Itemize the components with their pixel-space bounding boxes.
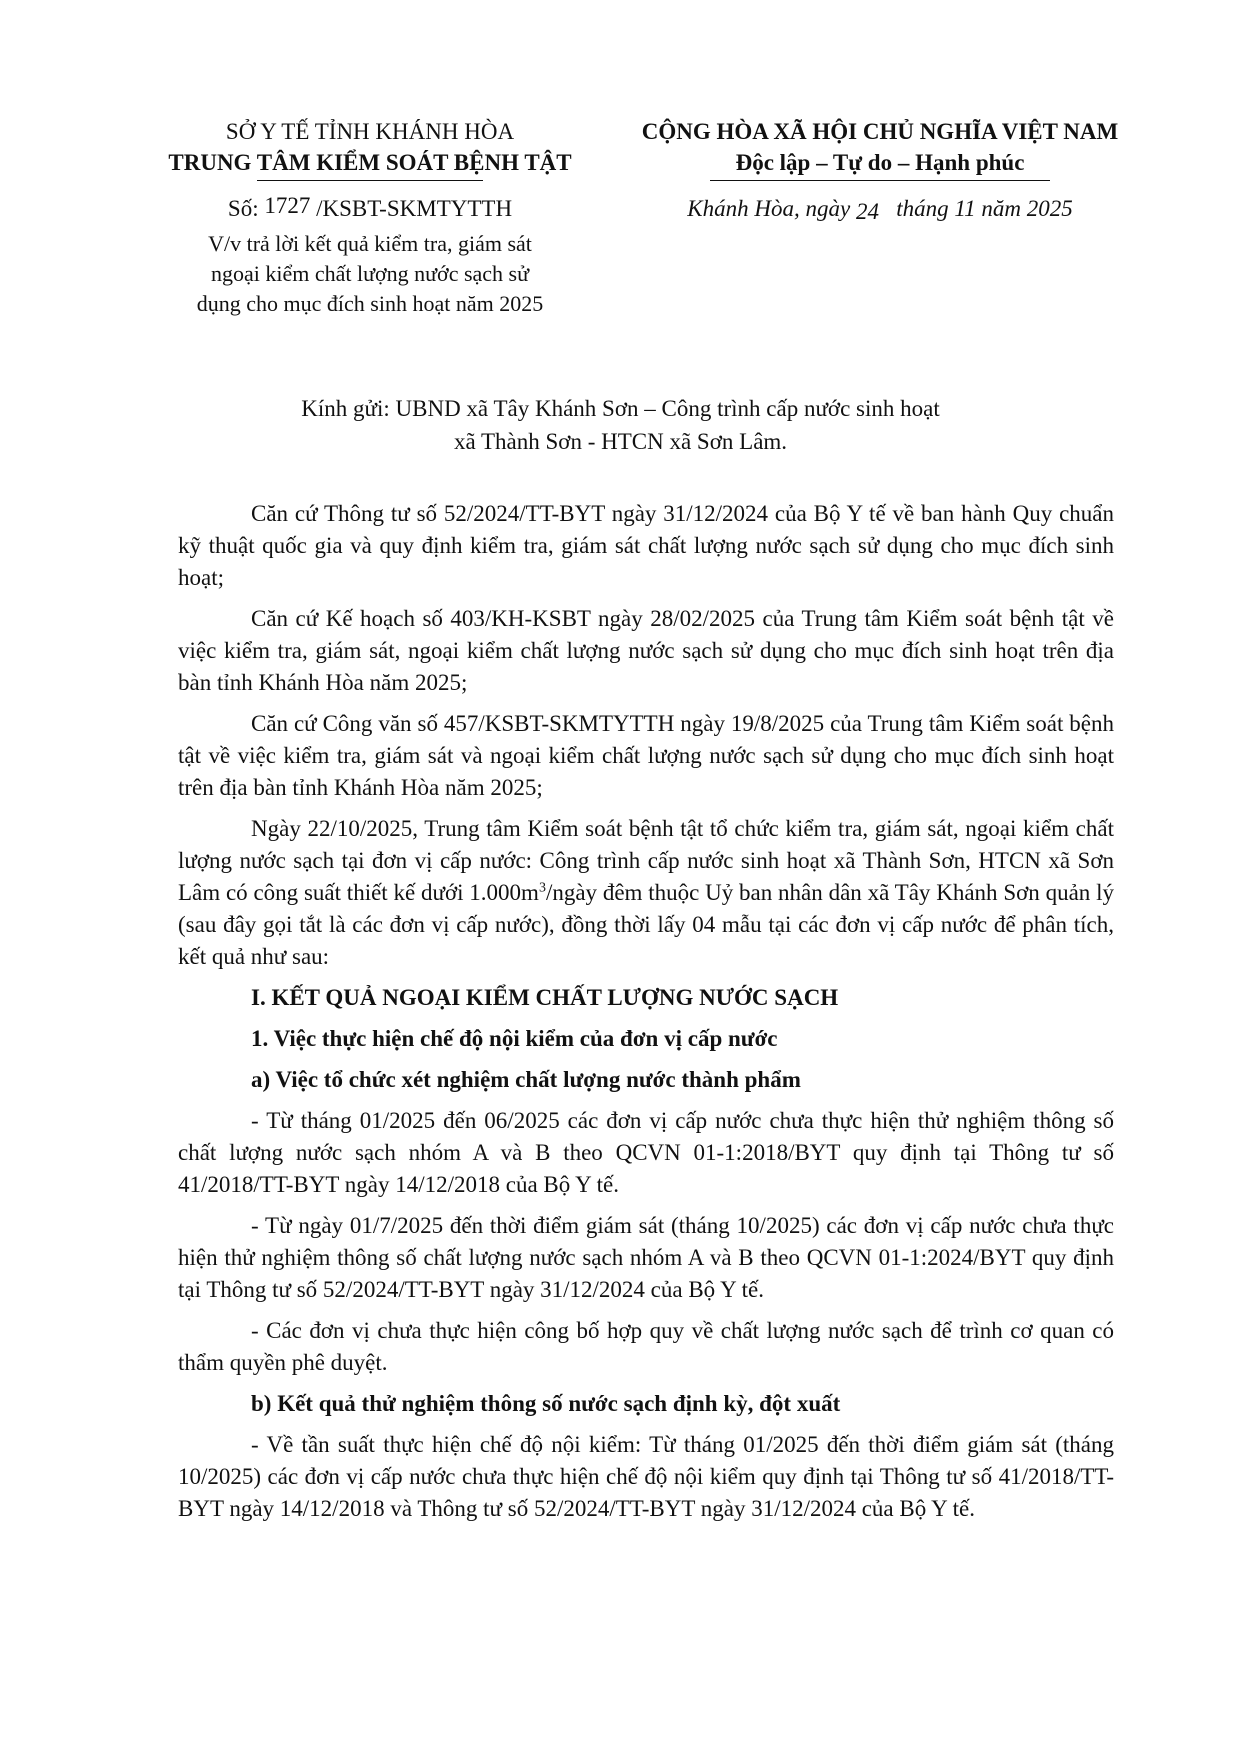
issue-date — [610, 193, 1150, 225]
subject-line: dụng cho mục đích sinh hoạt năm 2025 — [196, 291, 544, 316]
body-paragraph: - Về tần suất thực hiện chế độ nội kiểm: Từ tháng 01/2025 đến thời điểm giám sát (tháng 10/2025) các đơn vị cấp nước chưa thực hiện chế độ nội kiểm quy định tại Thông tư số 41/2018/TT-BYT ngày 14/12/2018 và Thông tư số 52/2024/TT-BYT ngày 31/12/2024 của Bộ Y tế. — [178, 1432, 1114, 1521]
recipient-block — [0, 392, 1241, 458]
subject-line: ngoại kiểm chất lượng nước sạch sử — [210, 261, 530, 286]
document-number-prefix: Số: — [227, 196, 259, 221]
issuing-agency-block — [150, 116, 590, 319]
issuing-agency: TRUNG TÂM KIỂM SOÁT BỆNH TẬT — [168, 150, 572, 175]
recipient-line: Kính gửi: UBND xã Tây Khánh Sơn – Công trình cấp nước sinh hoạt — [301, 396, 940, 421]
body-paragraph: - Các đơn vị chưa thực hiện công bố hợp quy về chất lượng nước sạch để trình cơ quan có thẩm quyền phê duyệt. — [178, 1318, 1114, 1375]
paragraph-text: Ngày 22/10/2025, Trung tâm Kiểm soát bệnh tật tổ chức kiểm tra, giám sát, ngoại kiểm chất lượng nước sạch tại đơn vị cấp nước: Công trình cấp nước sinh hoạt xã Thành Sơn, HTCN xã Sơn Lâm có công suất thiết kế dưới 1.000m — [178, 816, 1114, 905]
subject-line: V/v trả lời kết quả kiểm tra, giám sát — [208, 231, 532, 256]
document-subject — [150, 229, 590, 319]
date-prefix: Khánh Hòa, ngày — [687, 196, 851, 221]
date-suffix: tháng 11 năm 2025 — [896, 196, 1073, 221]
parent-agency: SỞ Y TẾ TỈNH KHÁNH HÒA — [225, 119, 515, 144]
paragraph-text: /ngày đêm thuộc Uỷ ban nhân dân xã Tây Khánh Sơn quản lý (sau đây gọi tắt là các đơn vị cấp nước), đồng thời lấy 04 mẫu tại các đơn vị cấp nước để phân tích, kết quả như sau: — [178, 880, 1114, 969]
national-motto: Độc lập – Tự do – Hạnh phúc — [735, 150, 1025, 175]
document-header — [0, 0, 1241, 360]
motto-underline — [710, 180, 1050, 181]
body-paragraph: Căn cứ Kế hoạch số 403/KH-KSBT ngày 28/02/2025 của Trung tâm Kiểm soát bệnh tật về việc kiểm tra, giám sát, ngoại kiểm chất lượng nước sạch sử dụng cho mục đích sinh hoạt trên địa bàn tỉnh Khánh Hòa năm 2025; — [178, 606, 1114, 695]
document-number — [150, 193, 590, 225]
country-name: CỘNG HÒA XÃ HỘI CHỦ NGHĨA VIỆT NAM — [641, 119, 1119, 144]
agency-underline — [257, 180, 483, 181]
document-number-value: 1727 — [264, 193, 311, 218]
body-paragraph: - Từ tháng 01/2025 đến 06/2025 các đơn vị cấp nước chưa thực hiện thử nghiệm thông số chất lượng nước sạch nhóm A và B theo QCVN 01-1:2018/BYT quy định tại Thông tư số 41/2018/TT-BYT ngày 14/12/2018 của Bộ Y tế. — [178, 1108, 1114, 1197]
body-paragraph — [178, 813, 1114, 973]
subsection-heading: 1. Việc thực hiện chế độ nội kiểm của đơn vị cấp nước — [251, 1026, 778, 1051]
document-number-suffix: /KSBT-SKMTYTTH — [316, 196, 513, 221]
document-body — [178, 498, 1114, 1534]
recipient-line: xã Thành Sơn - HTCN xã Sơn Lâm. — [453, 429, 788, 454]
subsection-heading: b) Kết quả thử nghiệm thông số nước sạch định kỳ, đột xuất — [251, 1391, 841, 1416]
national-motto-block — [610, 116, 1150, 225]
section-heading: I. KẾT QUẢ NGOẠI KIỂM CHẤT LƯỢNG NƯỚC SẠCH — [251, 985, 839, 1010]
date-day: 24 — [855, 199, 879, 224]
superscript: 3 — [538, 880, 546, 896]
body-paragraph: - Từ ngày 01/7/2025 đến thời điểm giám sát (tháng 10/2025) các đơn vị cấp nước chưa thực hiện thử nghiệm thông số chất lượng nước sạch nhóm A và B theo QCVN 01-1:2024/BYT quy định tại Thông tư số 52/2024/TT-BYT ngày 31/12/2024 của Bộ Y tế. — [178, 1213, 1114, 1302]
body-paragraph: Căn cứ Công văn số 457/KSBT-SKMTYTTH ngày 19/8/2025 của Trung tâm Kiểm soát bệnh tật về việc kiểm tra, giám sát và ngoại kiểm chất lượng nước sạch sử dụng cho mục đích sinh hoạt trên địa bàn tỉnh Khánh Hòa năm 2025; — [178, 711, 1114, 800]
body-paragraph: Căn cứ Thông tư số 52/2024/TT-BYT ngày 31/12/2024 của Bộ Y tế về ban hành Quy chuẩn kỹ thuật quốc gia và quy định kiểm tra, giám sát chất lượng nước sạch sử dụng cho mục đích sinh hoạt; — [178, 501, 1114, 590]
subsection-heading: a) Việc tổ chức xét nghiệm chất lượng nước thành phẩm — [251, 1067, 801, 1092]
